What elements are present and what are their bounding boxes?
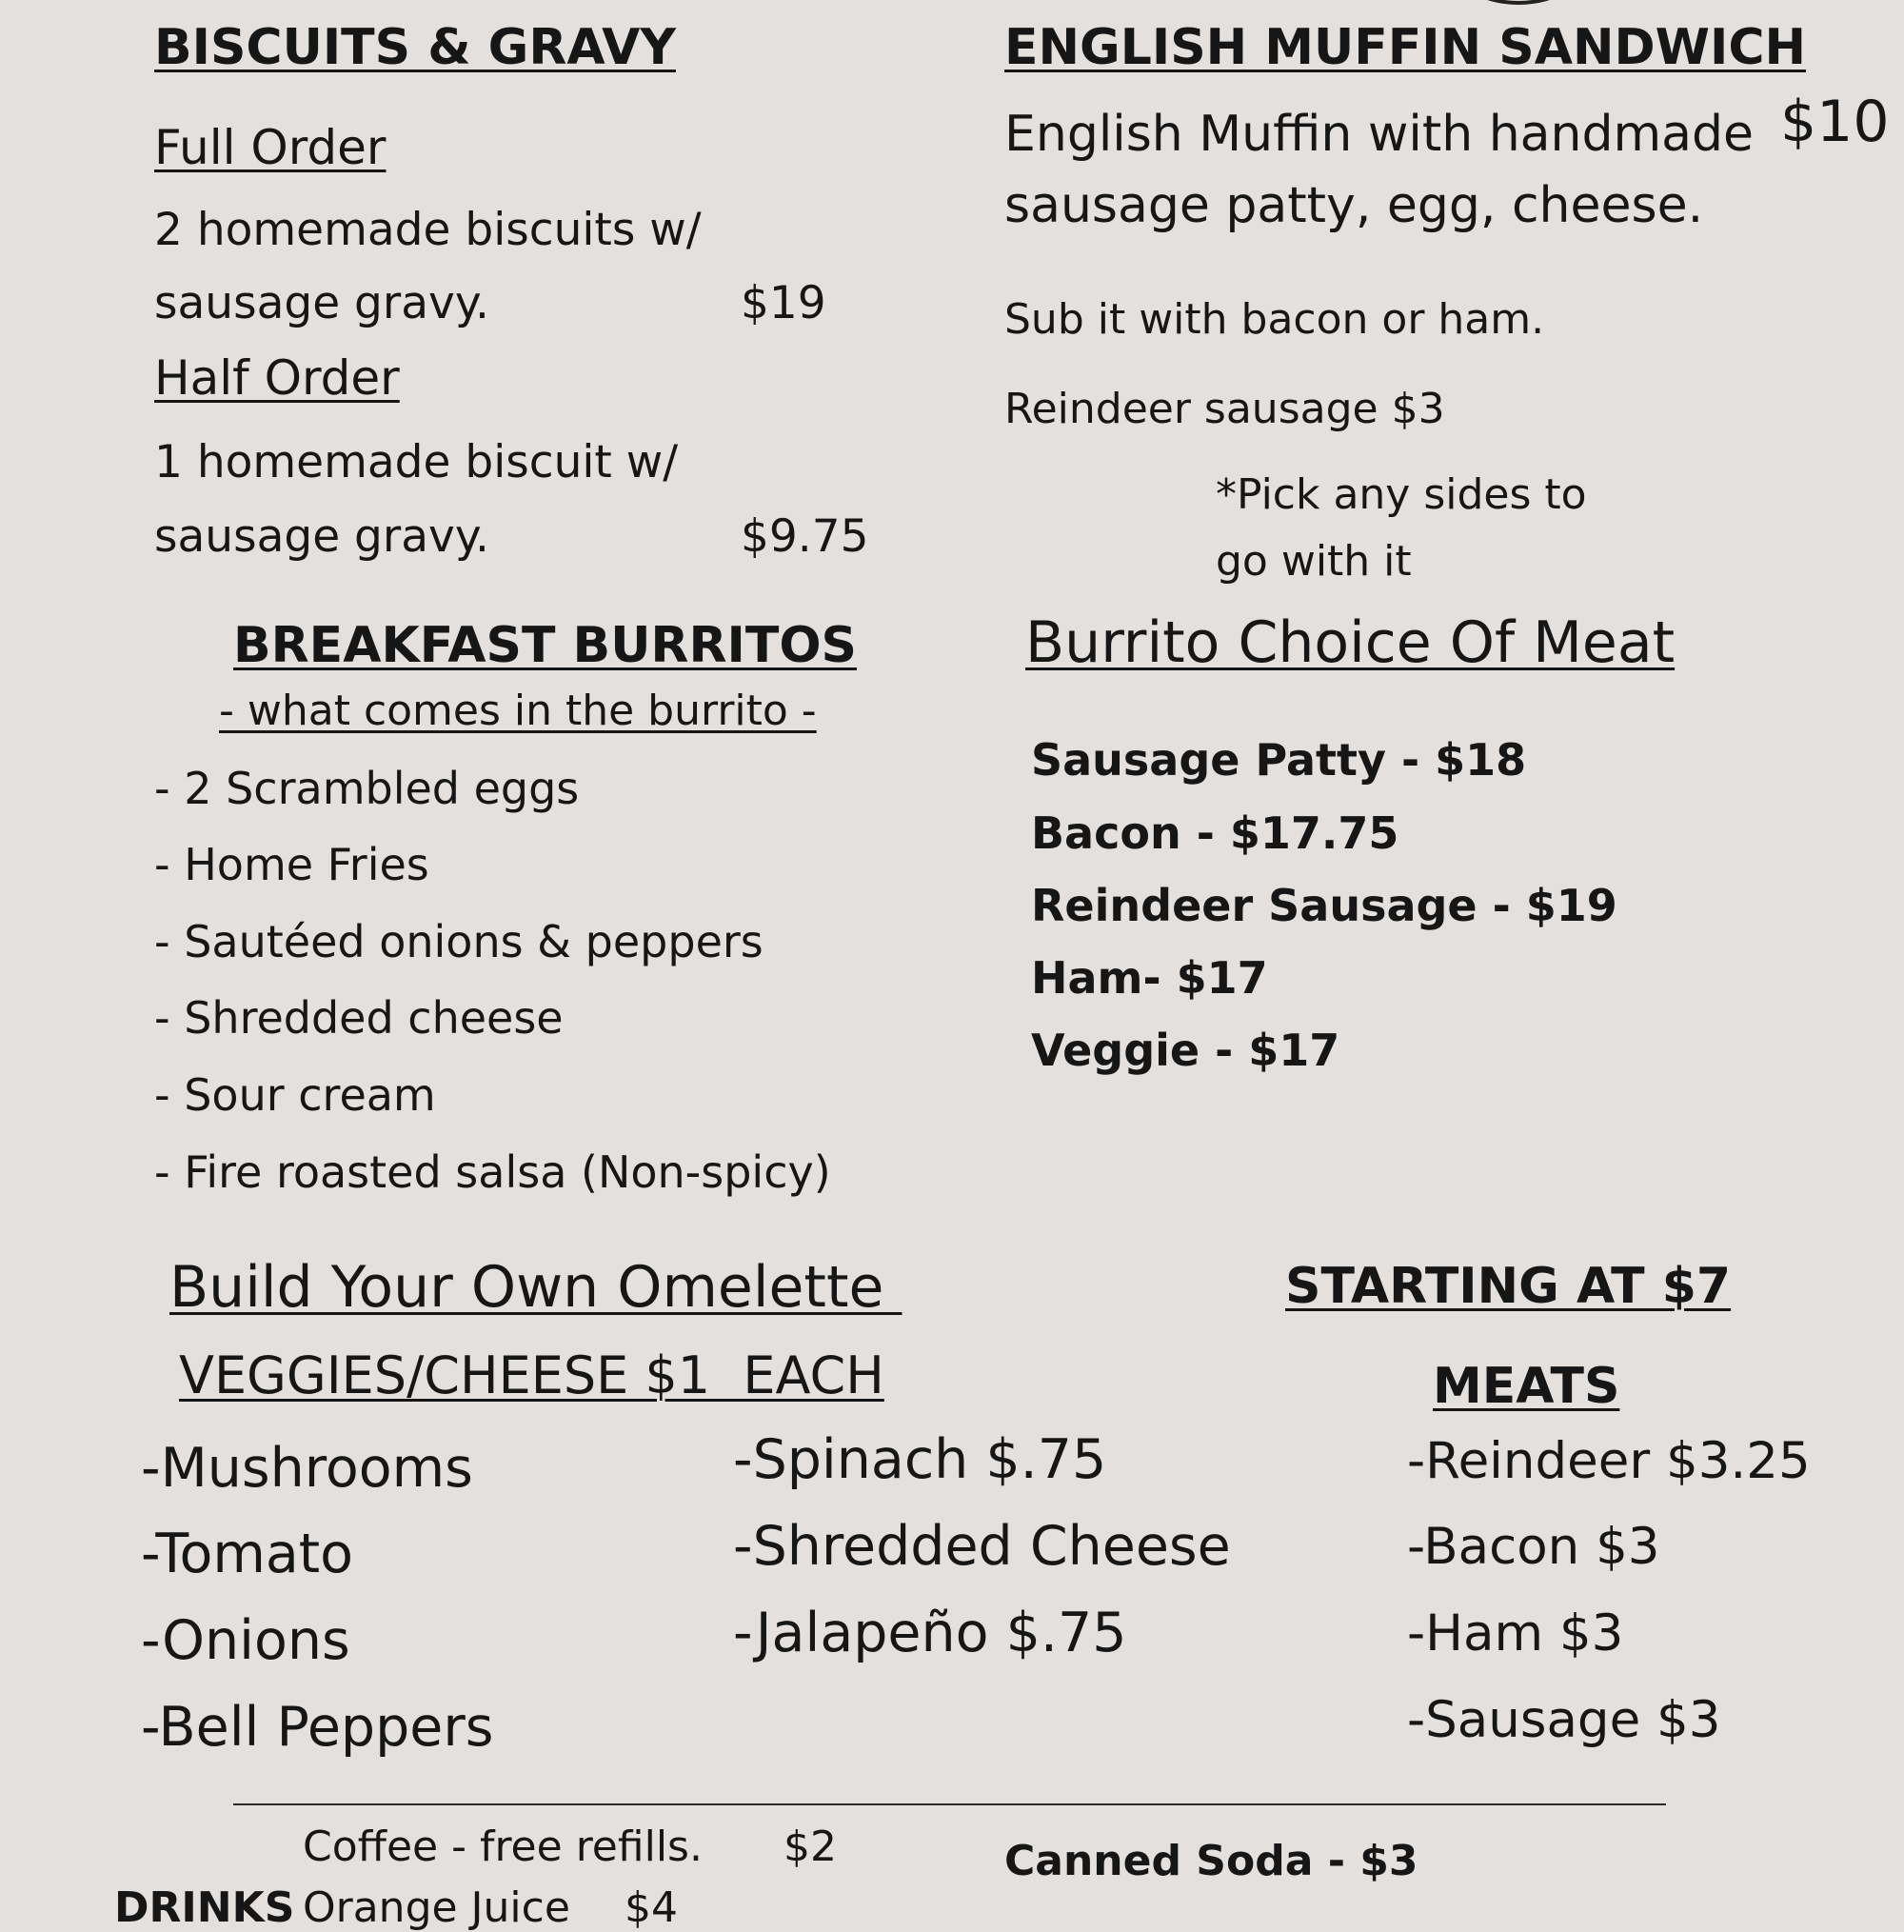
- meat-choice-item: Ham- $17: [1031, 952, 1268, 1004]
- half-order-desc-line1: 1 homemade biscuit w/: [154, 436, 679, 488]
- orange-juice-item: Orange Juice: [303, 1883, 570, 1932]
- omelette-meat: -Bacon $3: [1407, 1518, 1660, 1576]
- omelette-veggie: -Spinach $.75: [733, 1428, 1107, 1491]
- burrito-ingredient: - Sautéed onions & peppers: [154, 916, 764, 967]
- burrito-ingredient: - Shredded cheese: [154, 992, 564, 1044]
- sides-note-line1: *Pick any sides to: [1216, 470, 1587, 519]
- muffin-desc-line2: sausage patty, egg, cheese.: [1004, 177, 1704, 234]
- meat-choice-title: Burrito Choice Of Meat: [1025, 609, 1676, 676]
- drinks-label: DRINKS: [114, 1883, 295, 1932]
- half-order-title: Half Order: [154, 350, 400, 406]
- muffin-desc-line1: English Muffin with handmade: [1004, 106, 1755, 163]
- burritos-title: BREAKFAST BURRITOS: [233, 617, 857, 674]
- omelette-veggie: -Bell Peppers: [141, 1696, 494, 1759]
- meat-choice-item: Bacon - $17.75: [1031, 807, 1399, 859]
- meats-header: MEATS: [1433, 1358, 1620, 1415]
- meat-choice-item: Veggie - $17: [1031, 1025, 1340, 1076]
- biscuits-gravy-title: BISCUITS & GRAVY: [154, 19, 676, 76]
- muffin-sub-note: Sub it with bacon or ham.: [1004, 295, 1545, 344]
- logo-emblem: [1447, 0, 1590, 5]
- soda-item: Canned Soda - $3: [1004, 1837, 1418, 1885]
- section-divider: [233, 1803, 1666, 1805]
- burrito-ingredient: - Fire roasted salsa (Non-spicy): [154, 1146, 831, 1198]
- full-order-price: $19: [741, 277, 826, 329]
- omelette-veggie: -Onions: [141, 1609, 350, 1672]
- half-order-desc-line2: sausage gravy.: [154, 510, 489, 563]
- omelette-meat: -Sausage $3: [1407, 1691, 1721, 1749]
- muffin-title: ENGLISH MUFFIN SANDWICH: [1004, 19, 1807, 76]
- full-order-desc-line1: 2 homemade biscuits w/: [154, 204, 702, 256]
- burrito-ingredient: - Sour cream: [154, 1069, 436, 1121]
- full-order-title: Full Order: [154, 120, 387, 175]
- orange-juice-price: $4: [625, 1883, 678, 1932]
- omelette-veggie: -Mushrooms: [141, 1437, 473, 1500]
- sides-note-line2: go with it: [1216, 537, 1412, 586]
- burrito-ingredient: - 2 Scrambled eggs: [154, 763, 580, 814]
- omelette-veggie: -Jalapeño $.75: [733, 1602, 1127, 1664]
- omelette-title: Build Your Own Omelette: [169, 1254, 902, 1321]
- coffee-item: Coffee - free refills.: [303, 1822, 703, 1871]
- burritos-subtitle: - what comes in the burrito -: [219, 687, 817, 735]
- omelette-meat: -Reindeer $3.25: [1407, 1432, 1811, 1490]
- coffee-price: $2: [783, 1822, 837, 1871]
- burrito-ingredient: - Home Fries: [154, 839, 429, 890]
- meat-choice-item: Reindeer Sausage - $19: [1031, 880, 1617, 931]
- half-order-price: $9.75: [741, 510, 869, 563]
- muffin-reindeer-note: Reindeer sausage $3: [1004, 385, 1445, 433]
- full-order-desc-line2: sausage gravy.: [154, 277, 489, 329]
- omelette-veggie: -Tomato: [141, 1523, 354, 1585]
- veggies-cheese-header: VEGGIES/CHEESE $1 EACH: [179, 1345, 884, 1405]
- omelette-meat: -Ham $3: [1407, 1604, 1624, 1663]
- omelette-starting-price: STARTING AT $7: [1285, 1258, 1732, 1315]
- meat-choice-item: Sausage Patty - $18: [1031, 734, 1527, 786]
- muffin-price: $10: [1780, 89, 1890, 155]
- omelette-veggie: -Shredded Cheese: [733, 1515, 1231, 1578]
